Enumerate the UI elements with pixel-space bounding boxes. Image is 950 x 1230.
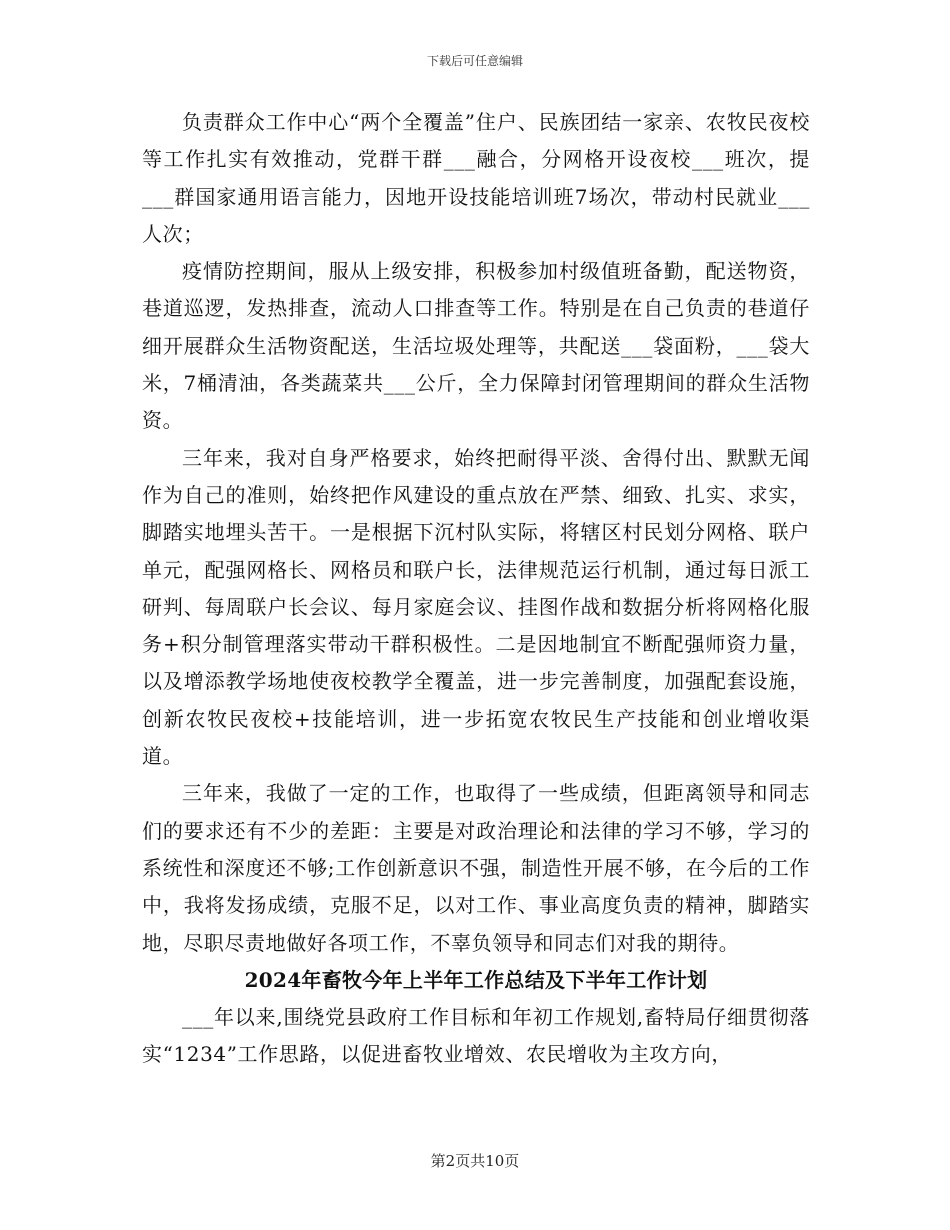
page-header: 下载后可任意编辑 [426, 54, 523, 68]
paragraph-three-years-work: 三年来，我对自身严格要求，始终把耐得平淡、舍得付出、默默无闻作为自己的准则，始终把作风建设的重点放在严禁、细致、扎实、求实，脚踏实地埋头苦干。一是根据下沉村队实际，将辖区村民划分网格、联户单元，配强网格长、网格员和联户长，法律规范运行机制，通过每日派工研判、每周联户长会议、每月家庭会议、挂图作战和数据分析将网格化服务+积分制管理落实带动干群积极性。二是因地制宜不断配强师资力量，以及增添教学场地使夜校教学全覆盖，进一步完善制度，加强配套设施，创新农牧民夜校+技能培训，进一步拓宽农牧民生产技能和创业增收渠道。 [142, 445, 810, 769]
page-number: 第2页共10页 [430, 1152, 520, 1170]
paragraph-section-intro: ___年以来,围绕党县政府工作目标和年初工作规划,畜特局仔细贯彻落实“1234”工作思路，以促进畜牧业增效、农民增收为主攻方向， [142, 1005, 810, 1067]
paragraph-shortcomings: 三年来，我做了一定的工作，也取得了一些成绩，但距离领导和同志们的要求还有不少的差距：主要是对政治理论和法律的学习不够，学习的系统性和深度还不够;工作创新意识不强，制造性开展不够，在今后的工作中，我将发扬成绩，克服不足，以对工作、事业高度负责的精神，脚踏实地，尽职尽责地做好各项工作，不辜负领导和同志们对我的期待。 [142, 781, 810, 955]
section-title: 2024年畜牧今年上半年工作总结及下半年工作计划 [244, 967, 708, 992]
paragraph-mass-work: 负责群众工作中心“两个全覆盖”住户、民族团结一家亲、农牧民夜校等工作扎实有效推动，党群干群___融合，分网格开设夜校___班次，提___群国家通用语言能力，因地开设技能培训班7场次，带动村民就业___人次； [142, 110, 810, 246]
document-body [142, 104, 810, 1074]
paragraph-epidemic-control: 疫情防控期间，服从上级安排，积极参加村级值班备勤，配送物资，巷道巡逻，发热排查，流动人口排查等工作。特别是在自己负责的巷道仔细开展群众生活物资配送，生活垃圾处理等，共配送___袋面粉，___袋大米，7桶清油，各类蔬菜共___公斤，全力保障封闭管理期间的群众生活物资。 [142, 259, 810, 433]
